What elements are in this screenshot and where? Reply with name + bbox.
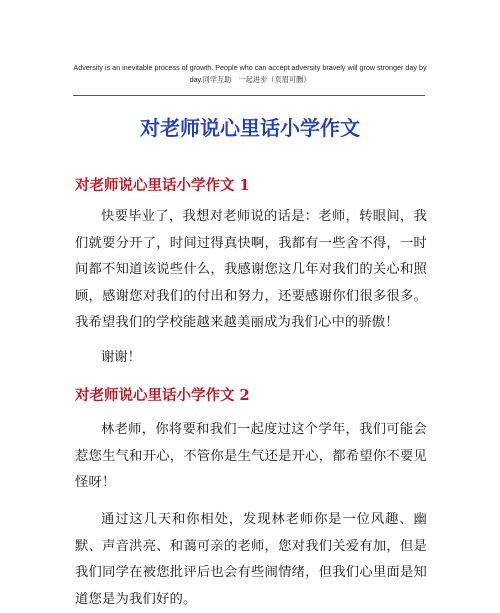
section-2-paragraph-1: 林老师，你将要和我们一起度过这个学年，我们可能会惹您生气和开心，不管你是生气还是开心，都希望你不要见怪呀！: [75, 422, 427, 490]
document-title: 对老师说心里话小学作文: [140, 116, 360, 140]
section-1-closing: 谢谢！: [101, 350, 141, 365]
header-line-2: day.同学互助 一起进步（页眉可删）: [189, 75, 311, 84]
section-2-paragraph-2: 通过这几天和你相处，发现林老师你是一位风趣、幽默、声音洪亮、和蔼可亲的老师，您对我们关爱有加，但是我们同学在被您批评后也会有些闹情绪，但我们心里面是知道您是为我们好的。: [75, 512, 427, 607]
section-1-paragraph: 快要毕业了，我想对老师说的话是：老师，转眼间，我们就要分开了，时间过得真快啊，我都有一些舍不得，一时间都不知道该说些什么，我感谢您这几年对我们的关心和照顾，感谢您对我们的付出和努力，还要感谢你们很多很多。我希望我们的学校能越来越美丽成为我们心中的骄傲！: [75, 209, 427, 330]
header-divider: [73, 95, 425, 96]
header-line-1: Adversity is an inevitable process of growth. People who can accept adversity bravely will grow stronger day by: [73, 63, 427, 72]
section-heading-1: 对老师说心里话小学作文 1: [75, 177, 250, 194]
section-heading-2: 对老师说心里话小学作文 2: [75, 387, 250, 404]
page-header: [60, 62, 440, 86]
